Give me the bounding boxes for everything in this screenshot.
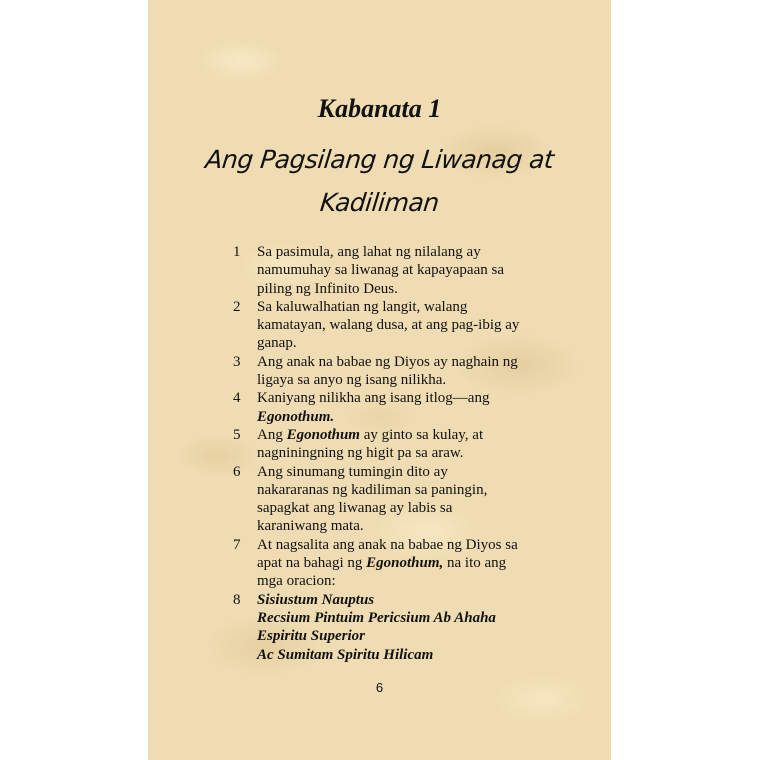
verse-text: Ang anak na babae ng Diyos ay naghain ng ligaya sa anyo ng isang nilikha. (257, 353, 518, 389)
page-number: 6 (375, 680, 384, 695)
book-page (148, 0, 611, 760)
verse-text (257, 389, 523, 426)
verse-list (233, 243, 523, 664)
verse-number: 2 (233, 298, 241, 315)
verse-text-part: ay ginto sa kulay, at nagniningning ng higit pa sa araw. (257, 426, 484, 462)
verse-7 (233, 536, 523, 591)
verse-number: 5 (233, 426, 241, 443)
verse-text (257, 536, 523, 591)
chapter-title-line-1: Ang Pagsilang ng Liwanag at (204, 145, 555, 174)
oracion-line: Recsium Pintuim Pericsium Ab Ahaha (257, 609, 496, 626)
verse-text: Ang sinumang tumingin dito ay nakararanas ng kadiliman sa paningin, sapagkat ang liwanag ay labis sa karaniwang mata. (257, 463, 488, 535)
verse-text-part: Kaniyang nilikha ang isang itlog—ang (257, 390, 490, 407)
verse-3 (233, 353, 523, 390)
verse-number: 6 (233, 463, 241, 480)
verse-text-part: At nagsalita ang anak na babae ng Diyos sa apat na bahagi ng (257, 536, 518, 572)
verse-number: 1 (233, 244, 241, 260)
verse-text: Sa kaluwalhatian ng langit, walang kamatayan, walang dusa, at ang pag-ibig ay ganap. (257, 298, 520, 352)
verse-6 (233, 463, 523, 536)
verse-text (257, 426, 523, 463)
verse-1 (233, 243, 523, 298)
oracion-line: Espiritu Superior (257, 628, 365, 645)
verse-text-part: na ito ang mga oracion: (257, 555, 507, 590)
chapter-title-line-2: Kadiliman (318, 188, 441, 217)
oracion-line: Sisiustum Nauptus (257, 591, 375, 608)
verse-number: 4 (233, 390, 241, 407)
egonothum-emphasis: Egonothum. (257, 408, 335, 425)
egonothum-emphasis: Egonothum (286, 426, 360, 443)
oracion-line: Ac Sumitam Spiritu Hilicam (257, 646, 434, 663)
chapter-label: Kabanata 1 (317, 94, 442, 123)
oracion-text (257, 591, 523, 664)
verse-2 (233, 298, 523, 353)
verse-8 (233, 591, 523, 664)
verse-number: 8 (233, 591, 241, 608)
verse-number: 3 (233, 353, 241, 370)
egonothum-emphasis: Egonothum, (366, 555, 444, 572)
verse-text: Sa pasimula, ang lahat ng nilalang ay namumuhay sa liwanag at kapayapaan sa piling ng Infinito Deus. (257, 244, 504, 297)
verse-4 (233, 389, 523, 426)
verse-text-part: Ang (257, 426, 287, 443)
verse-number: 7 (233, 536, 241, 553)
verse-5 (233, 426, 523, 463)
